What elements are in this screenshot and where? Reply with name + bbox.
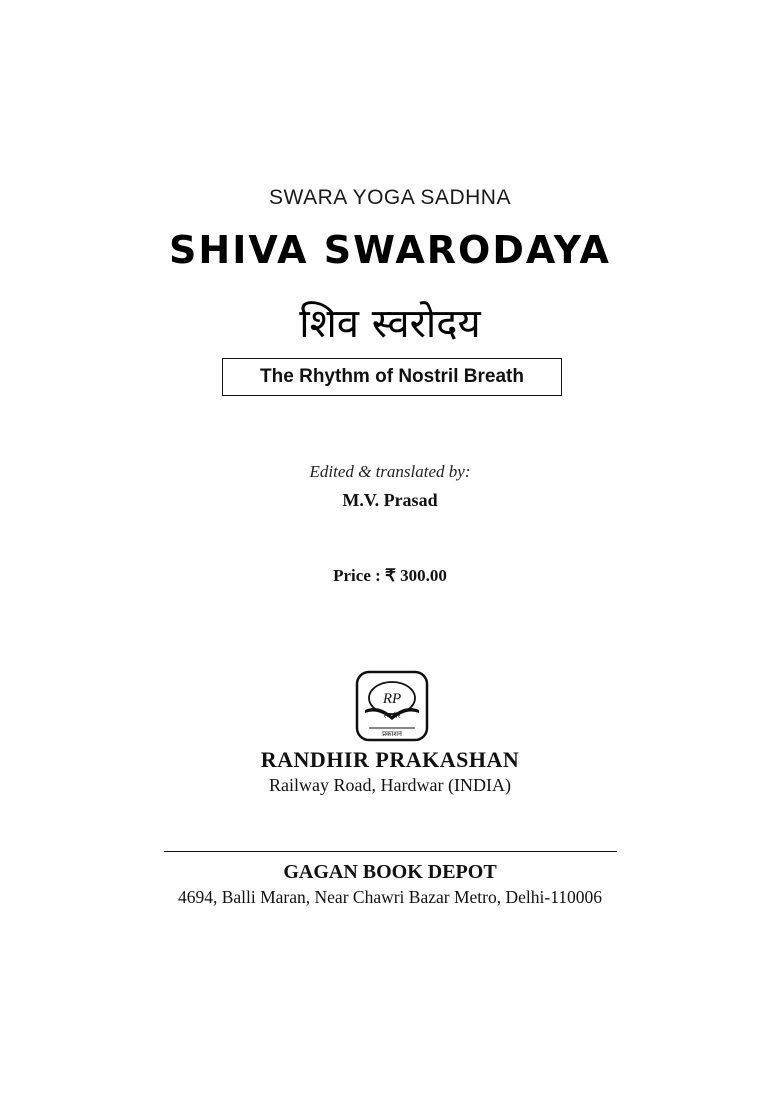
series-title: SWARA YOGA SADHNA (269, 186, 511, 209)
divider (164, 851, 617, 852)
logo-hindi-line-2: प्रकाशन (382, 730, 402, 738)
main-title: SHIVA SWARODAYA (169, 228, 611, 272)
subtitle-box (222, 358, 562, 396)
publisher-name: RANDHIR PRAKASHAN (260, 747, 520, 772)
logo-hindi-line-1: रणधीर (383, 712, 401, 720)
logo-monogram: RP (382, 691, 402, 707)
distributor-address: 4694, Balli Maran, Near Chawri Bazar Metro, Delhi-110006 (177, 887, 603, 907)
publisher-logo (355, 670, 429, 742)
publisher-address: Railway Road, Hardwar (INDIA) (269, 775, 511, 795)
credit-line: Edited & translated by: (309, 462, 471, 481)
subtitle: The Rhythm of Nostril Breath (260, 366, 524, 387)
distributor-name: GAGAN BOOK DEPOT (283, 861, 497, 883)
open-book-icon (355, 670, 429, 742)
hindi-title: शिव स्वरोदय (299, 301, 481, 347)
price: Price : ₹ 300.00 (333, 566, 447, 585)
editor-name: M.V. Prasad (342, 490, 438, 510)
